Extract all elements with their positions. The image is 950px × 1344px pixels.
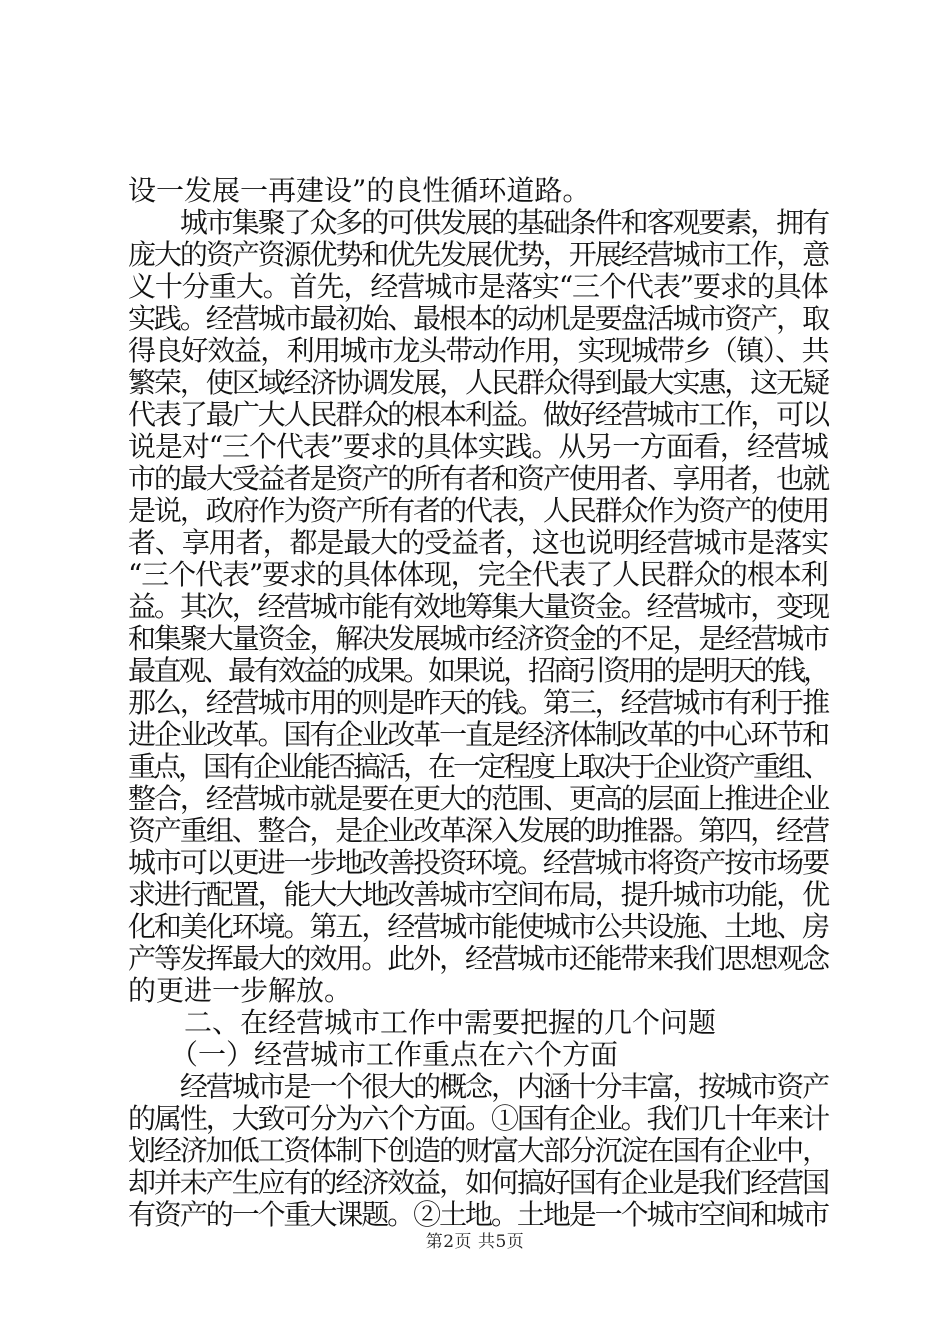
text-line: 的更进一步解放。 bbox=[128, 974, 353, 1007]
body-text bbox=[128, 175, 828, 1231]
text-line: 者、享用者，都是最大的受益者，这也说明经营城市是落实 bbox=[128, 526, 829, 559]
text-line: 说是对“三个代表”要求的具体实践。从另一方面看，经营城 bbox=[128, 430, 828, 463]
text-line: 城市集聚了众多的可供发展的基础条件和客观要素，拥有 bbox=[128, 206, 829, 239]
page-footer: 第2页 共5页 bbox=[425, 1232, 525, 1252]
text-line: 和集聚大量资金，解决发展城市经济资金的不足，是经营城市 bbox=[128, 622, 829, 655]
text-line: 整合，经营城市就是要在更大的范围、更高的层面上推进企业 bbox=[128, 782, 829, 815]
text-line: 益。其次，经营城市能有效地筹集大量资金。经营城市，变现 bbox=[128, 590, 829, 623]
text-line: 是说，政府作为资产所有者的代表，人民群众作为资产的使用 bbox=[128, 494, 829, 527]
text-line: 代表了最广大人民群众的根本利益。做好经营城市工作，可以 bbox=[128, 398, 829, 431]
text-line: 二、在经营城市工作中需要把握的几个问题 bbox=[128, 1006, 717, 1039]
text-line: 产等发挥最大的效用。此外，经营城市还能带来我们思想观念 bbox=[128, 942, 829, 975]
text-line: 经营城市是一个很大的概念，内涵十分丰富，按城市资产 bbox=[128, 1070, 829, 1103]
text-line: “三个代表”要求的具体体现，完全代表了人民群众的根本利 bbox=[128, 558, 828, 591]
text-line: 划经济加低工资体制下创造的财富大部分沉淀在国有企业中， bbox=[128, 1134, 829, 1167]
text-line: 实践。经营城市最初始、最根本的动机是要盘活城市资产，取 bbox=[128, 302, 829, 335]
text-line: 重点，国有企业能否搞活，在一定程度上取决于企业资产重组、 bbox=[128, 750, 829, 783]
text-line: 繁荣，使区域经济协调发展，人民群众得到最大实惠，这无疑 bbox=[128, 366, 829, 399]
text-line: 设一发展一再建设”的良性循环道路。 bbox=[128, 174, 591, 207]
text-line: 庞大的资产资源优势和优先发展优势，开展经营城市工作，意 bbox=[128, 238, 829, 271]
text-line: 却并未产生应有的经济效益，如何搞好国有企业是我们经营国 bbox=[128, 1166, 829, 1199]
text-line: 最直观、最有效益的成果。如果说，招商引资用的是明天的钱， bbox=[128, 654, 829, 687]
text-line: 市的最大受益者是资产的所有者和资产使用者、享用者，也就 bbox=[128, 462, 829, 495]
text-line: 得良好效益，利用城市龙头带动作用，实现城带乡（镇）、共 bbox=[128, 334, 829, 367]
text-line: 有资产的一个重大课题。②土地。土地是一个城市空间和城市 bbox=[128, 1198, 829, 1231]
text-line: 化和美化环境。第五，经营城市能使城市公共设施、土地、房 bbox=[128, 910, 829, 943]
text-line: （一）经营城市工作重点在六个方面 bbox=[128, 1038, 619, 1071]
text-line: 求进行配置，能大大地改善城市空间布局，提升城市功能，优 bbox=[128, 878, 829, 911]
text-line: 的属性，大致可分为六个方面。①国有企业。我们几十年来计 bbox=[128, 1102, 829, 1135]
text-line: 资产重组、整合，是企业改革深入发展的助推器。第四，经营 bbox=[128, 814, 829, 847]
text-line: 城市可以更进一步地改善投资环境。经营城市将资产按市场要 bbox=[128, 846, 829, 879]
text-line: 义十分重大。首先，经营城市是落实“三个代表”要求的具体 bbox=[128, 270, 828, 303]
text-line: 那么，经营城市用的则是昨天的钱。第三，经营城市有利于推 bbox=[128, 686, 829, 719]
text-line: 进企业改革。国有企业改革一直是经济体制改革的中心环节和 bbox=[128, 718, 829, 751]
